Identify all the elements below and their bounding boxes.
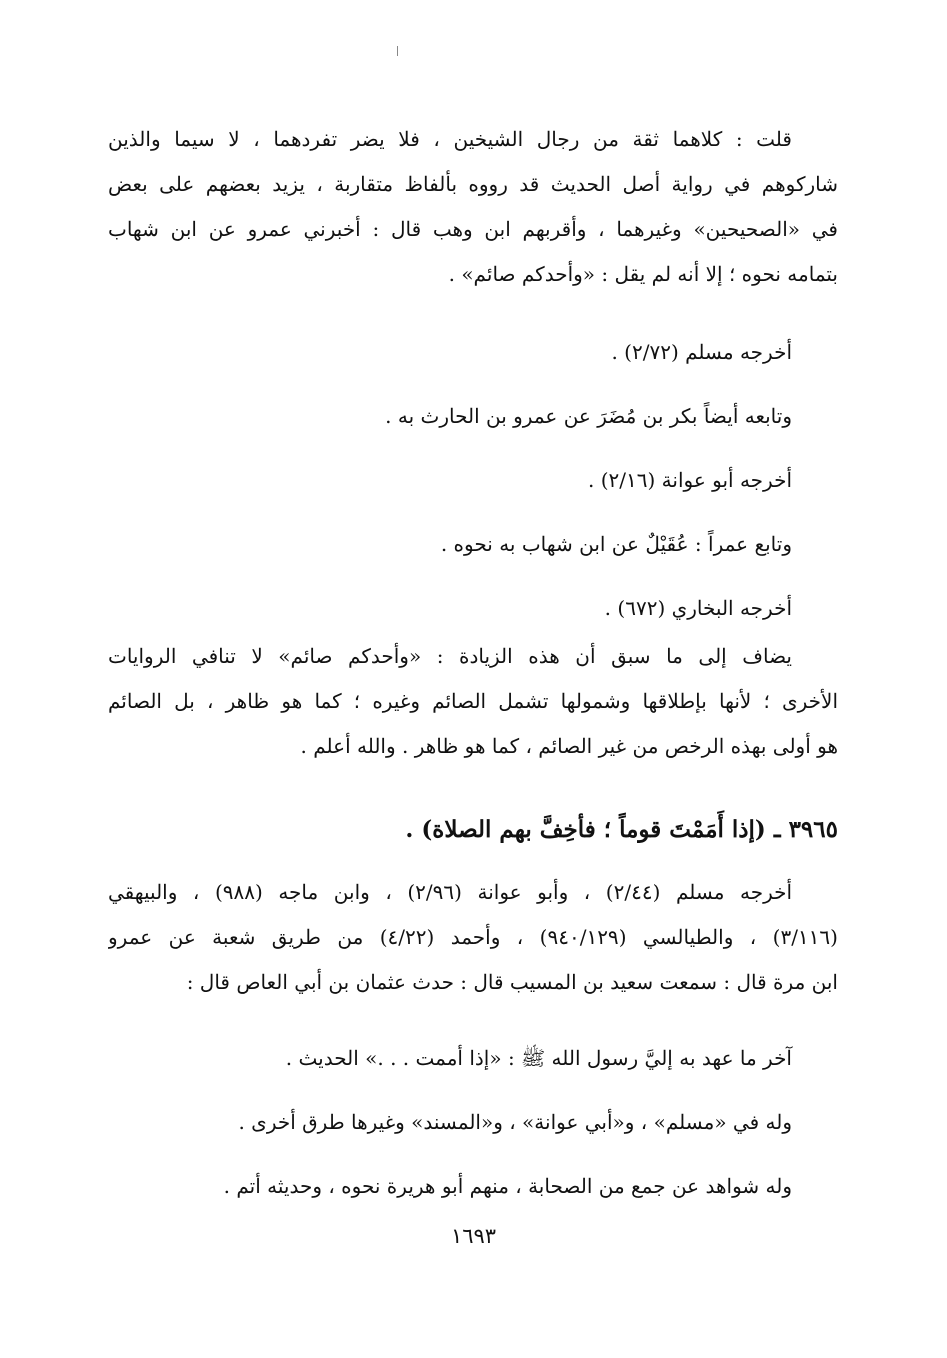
text-line: آخر ما عهد به إليَّ رسول الله ﷺ : «إذا أممت . . .» الحديث . bbox=[285, 1046, 792, 1070]
citation-line: وتابع عمراً : عُقَيْلٌ عن ابن شهاب به نحوه . bbox=[440, 532, 792, 556]
text-line: الأخرى ؛ لأنها بإطلاقها وشمولها تشمل الصائم وغيره ؛ كما هو ظاهر ، بل الصائم bbox=[108, 689, 838, 713]
hadith-heading: ٣٩٦٥ ـ (إذا أَمَمْتَ قوماً ؛ فأخِفَّ بهم الصلاة) . bbox=[405, 816, 838, 843]
citation-line: وتابعه أيضاً بكر بن مُضَرَ عن عمرو بن الحارث به . bbox=[385, 404, 792, 428]
text-line: (٣/١١٦) ، والطيالسي (٩٤٠/١٢٩) ، وأحمد (٤/٢٢) من طريق شعبة عن عمرو bbox=[108, 925, 838, 949]
text-line: قلت : كلاهما ثقة من رجال الشيخين ، فلا يضر تفردهما ، لا سيما والذين bbox=[108, 127, 792, 151]
page-number: ١٦٩٣ bbox=[450, 1224, 497, 1248]
citation-line: أخرجه مسلم (٢/٧٢) . bbox=[611, 340, 792, 364]
text-line: في «الصحيحين» وغيرهما ، وأقربهم ابن وهب قال : أخبرني عمرو عن ابن شهاب bbox=[108, 217, 838, 241]
text-line: بتمامه نحوه ؛ إلا أنه لم يقل : «وأحدكم صائم» . bbox=[448, 262, 838, 286]
citations-list bbox=[108, 320, 838, 640]
paragraph-narrators bbox=[108, 117, 838, 297]
text-line: ابن مرة قال : سمعت سعيد بن المسيب قال : حدث عثمان بن أبي العاص قال : bbox=[186, 970, 838, 994]
text-line: يضاف إلى ما سبق أن هذه الزيادة : «وأحدكم صائم» لا تنافي الروايات bbox=[108, 644, 792, 668]
text-line: شاركوهم في رواية أصل الحديث قد رووه بألفاظ متقاربة ، يزيد بعضهم على بعض bbox=[108, 172, 838, 196]
top-mark bbox=[397, 46, 398, 56]
text-line: هو أولى بهذه الرخص من غير الصائم ، كما هو ظاهر . والله أعلم . bbox=[300, 734, 838, 758]
closing-lines bbox=[108, 1026, 838, 1218]
text-line: أخرجه مسلم (٢/٤٤) ، وأبو عوانة (٢/٩٦) ، وابن ماجه (٩٨٨) ، والبيهقي bbox=[108, 880, 793, 904]
paragraph-addition bbox=[108, 634, 838, 769]
citation-line: أخرجه البخاري (٦٧٢) . bbox=[604, 596, 792, 620]
paragraph-takhrij bbox=[108, 870, 838, 1005]
text-line: وله شواهد عن جمع من الصحابة ، منهم أبو هريرة نحوه ، وحديثه أتم . bbox=[223, 1174, 792, 1198]
citation-line: أخرجه أبو عوانة (٢/١٦) . bbox=[588, 468, 792, 492]
text-line: وله في «مسلم» ، و«أبي عوانة» ، و«المسند» وغيرها طرق أخرى . bbox=[238, 1110, 792, 1134]
